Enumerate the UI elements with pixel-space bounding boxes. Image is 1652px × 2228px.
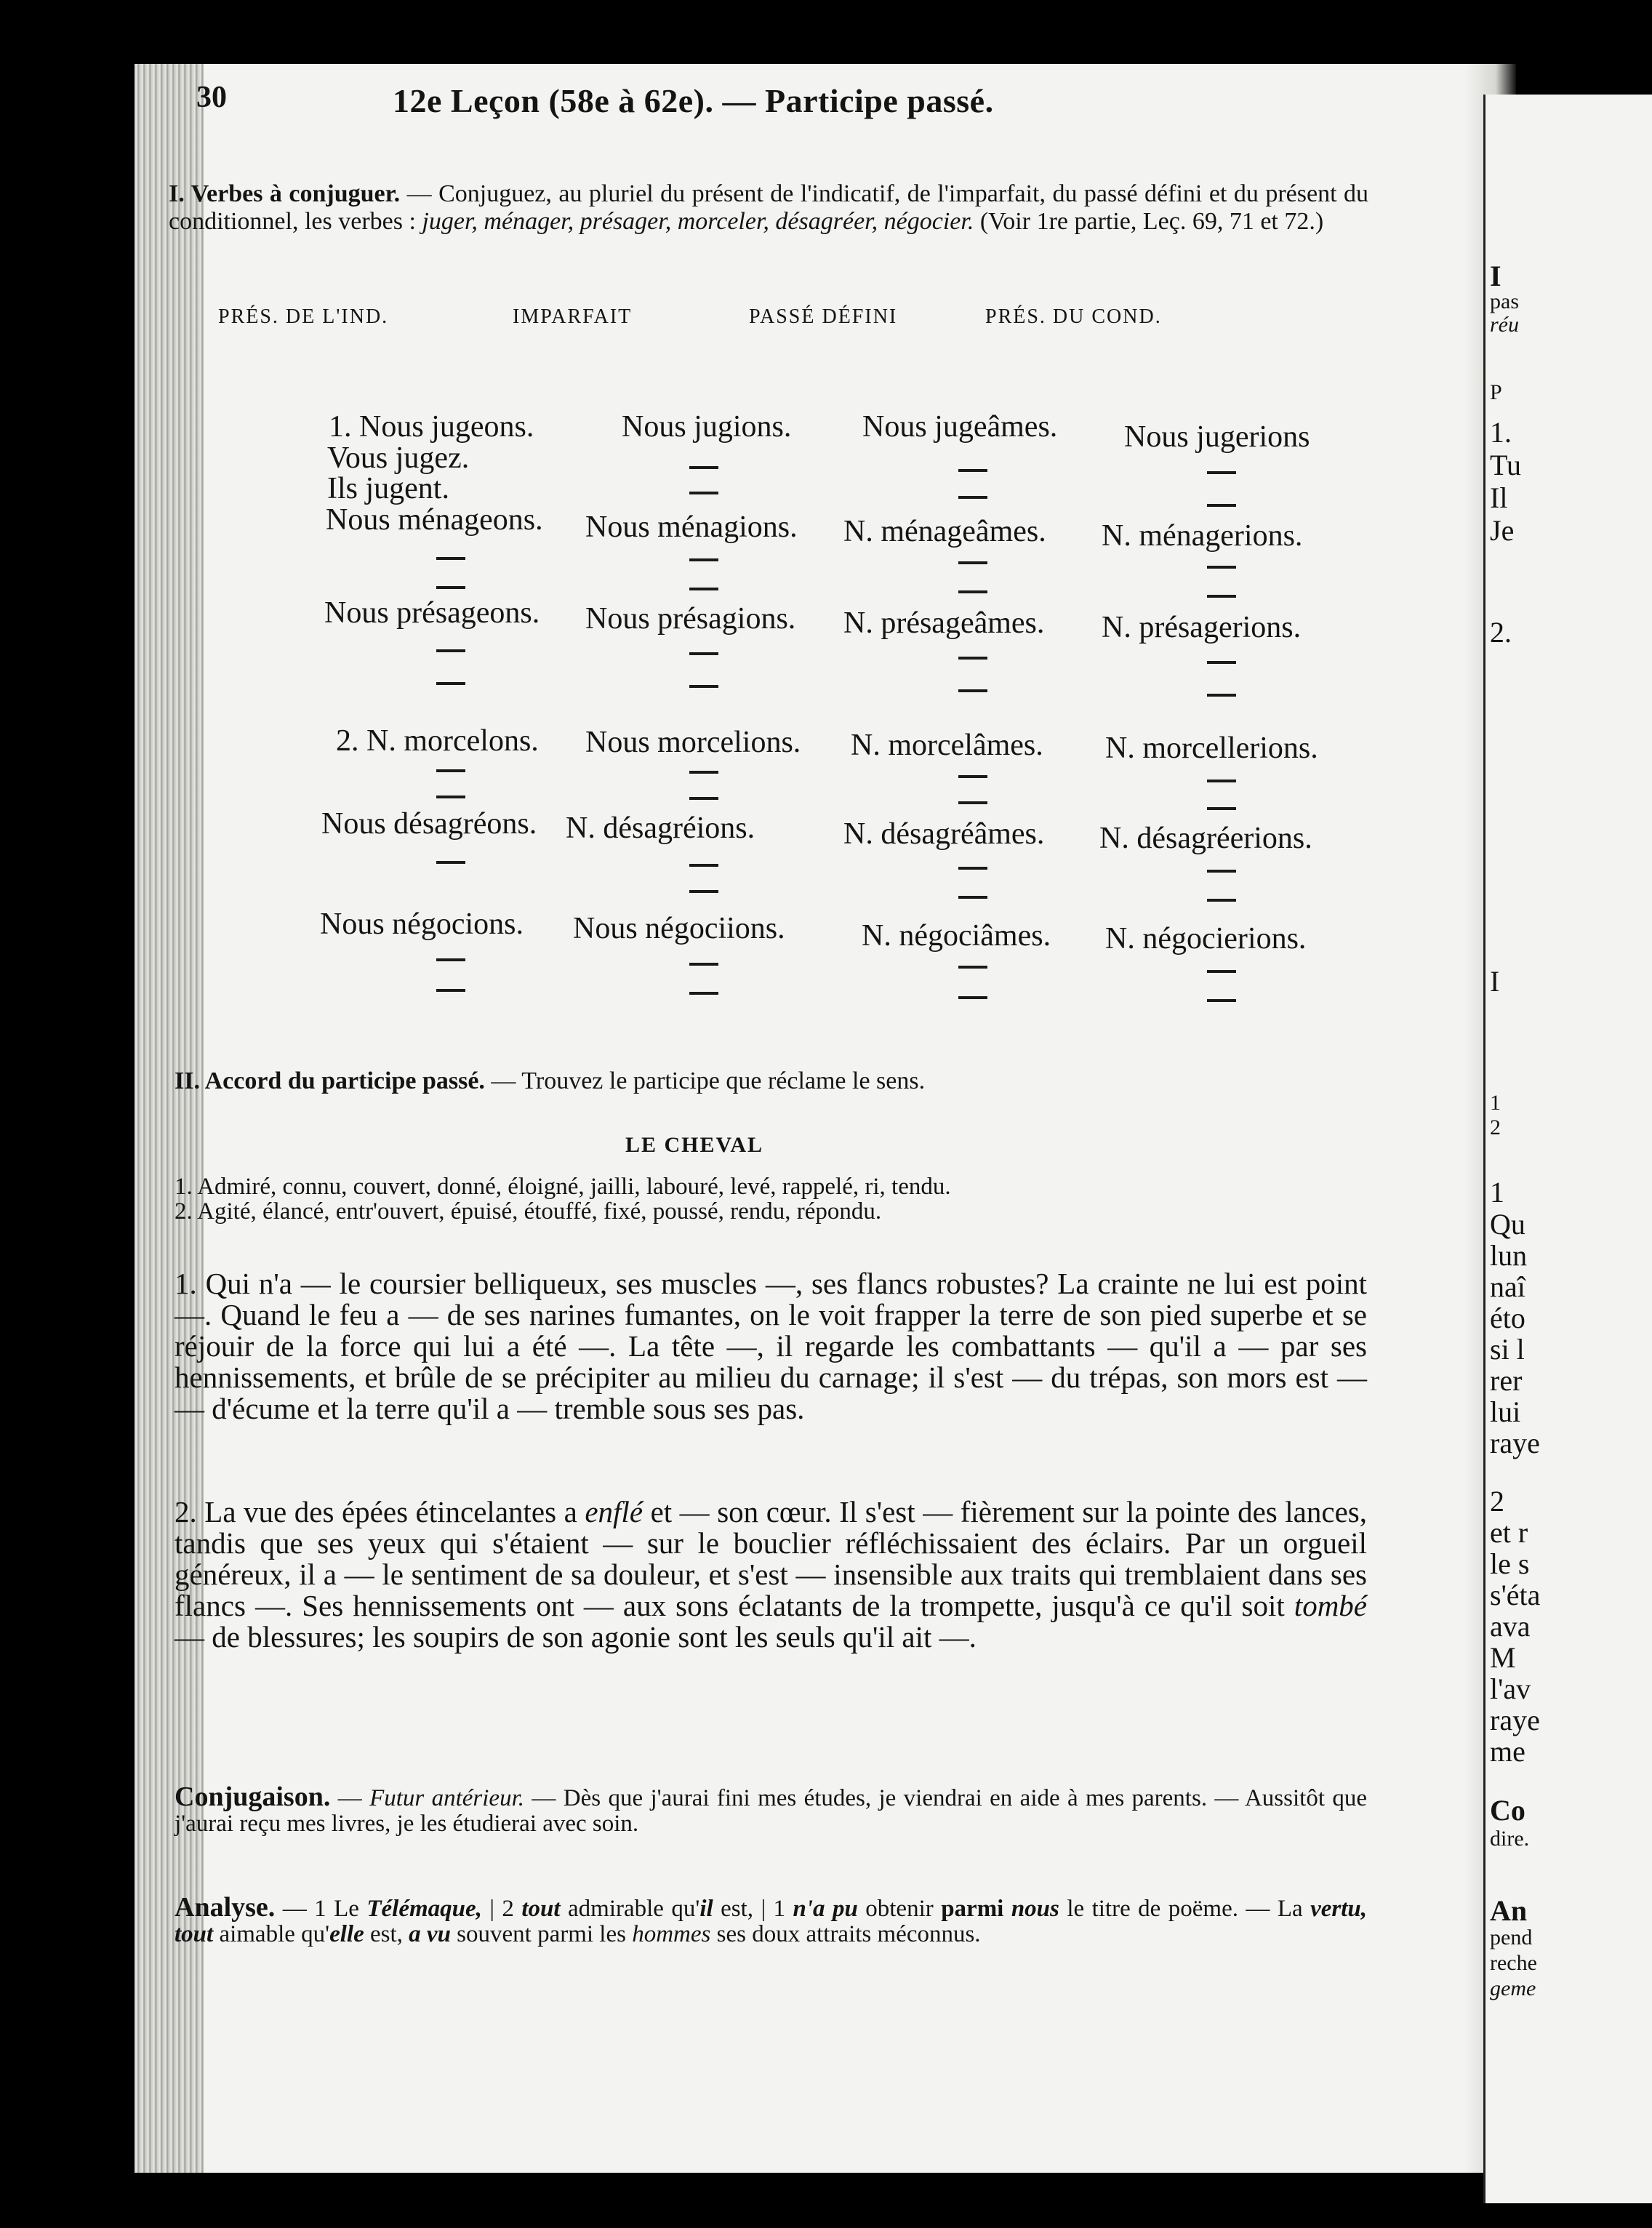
analyse-italic: hommes <box>632 1921 711 1947</box>
dash-mark <box>958 496 987 499</box>
right-page-fragment: s'éta <box>1490 1579 1541 1611</box>
dash-mark <box>689 588 718 590</box>
right-page-fragment: Je <box>1490 514 1515 547</box>
right-page <box>1483 95 1652 2203</box>
right-page-fragment: Co <box>1490 1794 1525 1827</box>
conjugation-cell: Nous ménageons. <box>326 503 543 537</box>
analyse-text: | 2 <box>481 1896 522 1922</box>
analyse-label: Analyse. <box>175 1892 276 1923</box>
dash-mark <box>689 992 718 995</box>
dash-mark <box>436 682 465 685</box>
right-page-fragment: I <box>1490 965 1500 998</box>
dash-mark <box>689 890 718 893</box>
dash-mark <box>689 652 718 655</box>
dash-mark <box>436 958 465 961</box>
right-page-fragment: dire. <box>1490 1827 1530 1851</box>
analyse-section <box>175 1892 1368 1947</box>
dash-mark <box>689 558 718 561</box>
right-page-fragment: réu <box>1490 313 1519 337</box>
analyse-text: admirable qu' <box>560 1896 700 1922</box>
exercise-2-instruction: — Trouvez le participe que réclame le sens. <box>484 1067 926 1094</box>
analyse-text: aimable qu' <box>213 1921 330 1947</box>
analyse-italic: tout <box>175 1921 214 1947</box>
right-page-fragment: M <box>1490 1641 1516 1674</box>
right-page-fragment: 2 <box>1490 1485 1504 1518</box>
right-page-fragment: An <box>1490 1894 1528 1927</box>
analyse-text: est, <box>364 1921 409 1947</box>
right-page-fragment: Il <box>1490 481 1508 514</box>
page-edges <box>135 64 204 2173</box>
paragraph-1: 1. Qui n'a — le coursier belliqueux, ses muscles —, ses flancs robustes? La crainte ne lui est point —. Quand le feu a — de ses narines fumantes, on le voit frapper la terre de son pied superbe et se réjouir de la force qui lui a été —. La tête —, il regarde les combattants — qu'il a — par ses hennissements, et brûle de se précipiter au milieu du carnage; il s'est — du trépas, son mors est — — d'écume et la terre qu'il a — tremble sous ses pas. <box>175 1267 1367 1425</box>
dash-mark <box>958 469 987 472</box>
dash-mark <box>1207 471 1236 474</box>
column-header: PASSÉ DÉFINI <box>749 305 898 328</box>
dash-mark <box>958 689 987 692</box>
dash-mark <box>958 966 987 969</box>
dash-mark <box>958 801 987 804</box>
conjugation-cell: N. présagerions. <box>1102 611 1302 644</box>
dash-mark <box>436 769 465 772</box>
dash-mark <box>958 867 987 870</box>
right-page-fragment: I <box>1490 260 1501 292</box>
text-title: LE CHEVAL <box>625 1133 764 1157</box>
conjugation-cell: N. présageâmes. <box>843 606 1045 640</box>
column-header: PRÉS. DE L'IND. <box>218 305 389 328</box>
exercise-1-text: — Conjuguez, au pluriel du présent de l'indicatif, de l'imparfait, du passé défini et du présent du conditionnel, les verbes : <box>169 180 1368 235</box>
exercise-1-label: I. Verbes à conjuguer. <box>169 180 401 207</box>
paragraph-2-text: — de blessures; les soupirs de son agonie sont les seuls qu'il ait —. <box>175 1620 977 1654</box>
analyse-text: le titre de poëme. — La <box>1059 1896 1311 1922</box>
dash-mark <box>1207 780 1236 782</box>
word-list-1: 1. Admiré, connu, couvert, donné, éloigné, jailli, labouré, levé, rappelé, ri, tendu. <box>175 1174 951 1200</box>
conjugation-cell: N. ménageâmes. <box>843 515 1046 548</box>
conjugaison-text: — Dès que j'aurai fini mes études, je viendrai en aide à mes parents. — Aussitôt que j'aurai reçu mes livres, je les étudierai avec soin. <box>175 1785 1368 1837</box>
dash-mark <box>958 561 987 564</box>
analyse-text: est, | 1 <box>713 1896 793 1922</box>
conjugation-cell: Nous jugions. <box>622 410 792 444</box>
right-page-fragment: P <box>1490 380 1502 404</box>
right-page-fragment: pend <box>1490 1926 1533 1950</box>
dash-mark <box>436 989 465 992</box>
column-header: IMPARFAIT <box>513 305 633 328</box>
right-page-fragment: geme <box>1490 1976 1536 2000</box>
right-page-fragment: et r <box>1490 1516 1528 1549</box>
paragraph-2-italic: tombé <box>1294 1589 1367 1622</box>
dash-mark <box>689 466 718 469</box>
dash-mark <box>689 685 718 688</box>
conjugaison-tense: Futur antérieur. <box>369 1785 525 1811</box>
dash-mark <box>1207 999 1236 1002</box>
right-page-fragment: 2 <box>1490 1115 1501 1139</box>
dash-mark <box>1207 504 1236 507</box>
right-page-fragment: éto <box>1490 1302 1525 1334</box>
dash-mark <box>436 586 465 589</box>
dash-mark <box>436 649 465 652</box>
analyse-text: souvent parmi les <box>450 1921 633 1947</box>
dash-mark <box>1207 807 1236 810</box>
dash-mark <box>958 896 987 899</box>
right-page-fragment: lui <box>1490 1395 1521 1428</box>
conjugation-cell: N. morcellerions. <box>1105 732 1318 765</box>
analyse-italic: vertu, <box>1310 1896 1368 1922</box>
conjugation-cell: Nous jugerions <box>1124 420 1310 454</box>
conjugaison-section: Conjugaison. — Futur antérieur. — Dès que j'aurai fini mes études, je viendrai en aide à mes parents. — Aussitôt que j'aurai reçu mes livres, je les étudierai avec soin. <box>175 1782 1368 1837</box>
right-page-fragment: raye <box>1490 1704 1540 1736</box>
dash-mark <box>689 797 718 800</box>
dash-mark <box>689 864 718 867</box>
paragraph-2 <box>175 1496 1367 1653</box>
dash-mark <box>436 557 465 560</box>
analyse-italic: il <box>699 1896 713 1922</box>
dash-mark <box>436 796 465 798</box>
right-page-fragment: 2. <box>1490 616 1512 649</box>
conjugation-cell: 2. N. morcelons. <box>336 724 539 758</box>
word-list-2: 2. Agité, élancé, entr'ouvert, épuisé, étouffé, fixé, poussé, rendu, répondu. <box>175 1198 882 1225</box>
conjugation-cell: N. morcelâmes. <box>851 729 1043 762</box>
right-page-fragment: Tu <box>1490 449 1522 481</box>
conjugation-cell: N. désagréerions. <box>1099 822 1312 855</box>
paragraph-2-text: 2. La vue des épées étincelantes a <box>175 1495 585 1528</box>
conjugation-cell: Nous morcelions. <box>585 726 801 759</box>
conjugation-cell: Nous désagréons. <box>321 807 537 841</box>
right-page-fragment: raye <box>1490 1427 1540 1459</box>
conjugation-cell: Nous négocions. <box>320 907 524 941</box>
conjugation-cell: N. ménagerions. <box>1102 519 1303 553</box>
conjugation-cell: Nous ménagions. <box>585 510 798 544</box>
exercise-2-label: II. Accord du participe passé. <box>175 1067 485 1094</box>
dash-mark <box>1207 566 1236 569</box>
analyse-text: — 1 Le <box>275 1896 367 1922</box>
conjugation-cell: N. désagréions. <box>566 812 755 845</box>
right-page-fragment: naî <box>1490 1270 1525 1303</box>
dash-mark <box>689 771 718 774</box>
left-page <box>135 64 1516 2173</box>
right-page-fragment: reche <box>1490 1951 1537 1975</box>
right-page-fragment: lun <box>1490 1239 1528 1272</box>
conjugation-cell: Nous négociions. <box>573 912 785 945</box>
analyse-italic: Télémaque, <box>366 1896 482 1922</box>
right-page-fragment: ava <box>1490 1610 1531 1643</box>
dash-mark <box>1207 899 1236 902</box>
paragraph-2-text: et — son cœur. Il s'est — fièrement sur la pointe des lances, tandis que ses yeux qui s'étaient — sur le bouclier réfléchissaient des éclairs. Par un orgueil généreux, il a — le sentiment de sa douleur, et s'est — insensible aux traits qui tremblaient dans ses flancs —. Ses hennissements ont — aux sons éclatants de la trompette, jusqu'à ce qu'il soit <box>175 1495 1367 1622</box>
dash-mark <box>1207 970 1236 973</box>
page-title: 12e Leçon (58e à 62e). — Participe passé. <box>393 82 994 119</box>
right-page-fragment: si l <box>1490 1333 1525 1366</box>
right-page-fragment: l'av <box>1490 1672 1531 1705</box>
dash-mark <box>1207 694 1236 697</box>
analyse-italic: n'a pu <box>793 1896 858 1922</box>
dash-mark <box>689 963 718 966</box>
right-page-fragment: me <box>1490 1735 1525 1768</box>
analyse-italic: nous <box>1011 1896 1059 1922</box>
dash-mark <box>958 996 987 999</box>
dash-mark <box>958 590 987 593</box>
dash-mark <box>1207 661 1236 664</box>
right-page-fragment: rer <box>1490 1364 1523 1397</box>
column-header: PRÉS. DU COND. <box>985 305 1162 328</box>
right-page-fragment: pas <box>1490 289 1519 313</box>
dash-mark <box>436 861 465 864</box>
analyse-italic: elle <box>329 1921 364 1947</box>
conjugation-cell: Nous présageons. <box>324 596 540 630</box>
conjugation-cell: N. négocierions. <box>1105 922 1307 955</box>
analyse-italic: tout <box>521 1896 561 1922</box>
conjugation-cell: N. désagréâmes. <box>843 817 1045 851</box>
conjugation-cell: N. négociâmes. <box>862 919 1051 953</box>
right-page-fragment: 1. <box>1490 416 1512 449</box>
dash-mark <box>1207 595 1236 598</box>
analyse-italic: a vu <box>409 1921 451 1947</box>
right-page-fragment: Qu <box>1490 1208 1525 1241</box>
dash-mark <box>958 775 987 778</box>
exercise-2-heading <box>175 1067 925 1095</box>
paragraph-2-italic: enflé <box>585 1495 643 1528</box>
conjugation-cell: Nous présagions. <box>585 602 796 636</box>
analyse-text: obtenir <box>857 1896 942 1922</box>
page-number: 30 <box>196 81 227 114</box>
conjugation-cell: Vous jugez. <box>327 441 470 475</box>
conjugation-cell: 1. Nous jugeons. <box>329 410 534 444</box>
dash-mark <box>689 492 718 494</box>
dash-mark <box>1207 870 1236 873</box>
exercise-1-verbs: juger, ménager, présager, morceler, désagréer, négocier. <box>422 208 974 235</box>
conjugation-cell: Nous jugeâmes. <box>862 410 1058 444</box>
analyse-text: ses doux attraits méconnus. <box>710 1921 981 1947</box>
analyse-bold: parmi <box>941 1896 1004 1922</box>
conjugaison-label: Conjugaison. <box>175 1782 331 1812</box>
exercise-1-instructions <box>169 180 1368 236</box>
exercise-1-reference: (Voir 1re partie, Leç. 69, 71 et 72.) <box>974 208 1324 235</box>
right-page-fragment: 1 <box>1490 1091 1501 1115</box>
right-page-fragment: le s <box>1490 1547 1530 1580</box>
dash-mark <box>958 657 987 660</box>
conjugation-cell: Ils jugent. <box>327 472 449 505</box>
right-page-fragment: 1 <box>1490 1176 1504 1209</box>
